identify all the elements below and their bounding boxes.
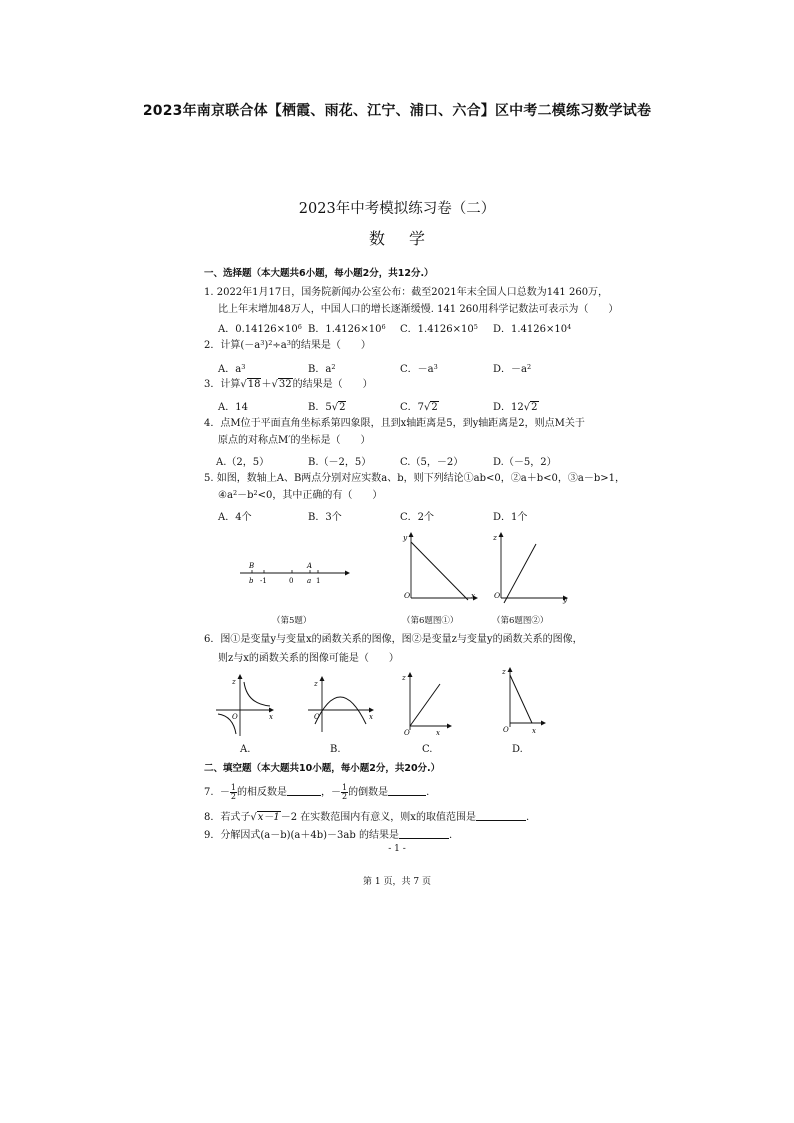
option-c-origin-label: O bbox=[404, 729, 410, 737]
tick-zero-label: 0 bbox=[289, 577, 294, 585]
caption-question-5: （第5题） bbox=[272, 616, 312, 626]
caption-figure-6-1: （第6题图①） bbox=[402, 616, 459, 626]
q3-option-b: B．5√2 bbox=[308, 402, 346, 413]
q5-line2: $④a^2-b^2<0$，其中正确的有（ ） bbox=[218, 489, 383, 501]
q5-option-b: B．3个 bbox=[308, 512, 342, 523]
q5-line1: 5. 如图，数轴上A、B两点分别对应实数a、b，则下列结论①ab<0，②a＋b<0，③a－b>1， bbox=[204, 473, 625, 484]
option-d-x-label: x bbox=[532, 727, 536, 735]
number-line-figure bbox=[230, 555, 355, 590]
a-value-label: a bbox=[307, 577, 312, 585]
q1-option-c: C．$1.4126\times 10^5$ bbox=[400, 323, 478, 335]
fig1-x-label: x bbox=[471, 591, 476, 600]
fig2-z-label: z bbox=[493, 533, 497, 542]
section-2-heading: 二、填空题（本大题共10小题，每小题2分，共20分.） bbox=[204, 763, 441, 774]
q3-option-c: C．7√2 bbox=[400, 402, 438, 413]
exam-title: 2023年中考模拟练习卷（二） bbox=[298, 201, 496, 217]
q4-option-d: D.（－5，2） bbox=[493, 457, 557, 468]
q6-line1: 6．图①是变量y与变量x的函数关系的图像，图②是变量z与变量y的函数关系的图像， bbox=[204, 634, 583, 645]
q6-option-b-label: B. bbox=[330, 744, 341, 755]
section-1-heading: 一、选择题（本大题共6小题，每小题2分，共12分.） bbox=[204, 268, 434, 279]
q6-option-c-label: C. bbox=[422, 744, 433, 755]
option-c-z-label: z bbox=[402, 674, 406, 682]
q2-option-b: B．$a^2$ bbox=[308, 363, 336, 375]
point-a-label: A bbox=[307, 562, 313, 570]
subject-title: 数学 bbox=[368, 229, 449, 248]
q8-stem: 8．若式子√x－1－2 在实数范围内有意义，则x的取值范围是 . bbox=[204, 812, 530, 823]
fig2-origin-label: O bbox=[494, 591, 501, 600]
page-footer: 第 1 页，共 7 页 bbox=[363, 877, 431, 887]
option-b-z-label: z bbox=[314, 680, 318, 688]
q4-line1: 4．点M位于平面直角坐标系第四象限，且到x轴距离是5，到y轴距离是2，则点M关于 bbox=[204, 418, 585, 429]
q9-stem: 9．分解因式(a－b)(a＋4b)－3ab 的结果是 . bbox=[204, 830, 453, 841]
tick-one-label: 1 bbox=[316, 577, 321, 585]
fig2-y-label: y bbox=[563, 595, 568, 604]
tick-minus-one-label: -1 bbox=[260, 577, 267, 585]
q2-options bbox=[218, 360, 618, 374]
option-b-origin-label: O bbox=[314, 713, 320, 721]
q6-option-a-graph bbox=[210, 672, 280, 740]
q4-options bbox=[216, 453, 616, 467]
document-title: 2023年南京联合体【栖霞、雨花、江宁、浦口、六合】区中考二模练习数学试卷 bbox=[142, 103, 652, 119]
q1-line1: 1. 2022年1月17日，国务院新闻办公室公布：截至2021年末全国人口总数为141 260万， bbox=[204, 287, 609, 298]
q3-options bbox=[218, 398, 618, 412]
q2-stem: 2．计算$(-a^3)^2\div a^3$的结果是（ ） bbox=[204, 339, 371, 351]
option-c-x-label: x bbox=[436, 729, 440, 737]
caption-figure-6-2: （第6题图②） bbox=[492, 616, 549, 626]
q5-option-a: A．4个 bbox=[218, 512, 252, 523]
q3-option-d: D．12√2 bbox=[493, 402, 538, 413]
fig1-origin-label: O bbox=[404, 591, 411, 600]
page-number: - 1 - bbox=[388, 844, 406, 854]
q6-option-a-label: A. bbox=[240, 744, 251, 755]
option-d-z-label: z bbox=[502, 668, 506, 676]
q6-option-d-graph bbox=[498, 663, 558, 740]
b-value-label: b bbox=[249, 577, 254, 585]
option-a-z-label: z bbox=[232, 678, 236, 686]
q6-option-d-label: D. bbox=[512, 744, 523, 755]
q4-option-b: B.（－2，5） bbox=[308, 457, 372, 468]
q4-option-c: C.（5，－2） bbox=[400, 457, 464, 468]
q6-option-b-graph bbox=[300, 672, 380, 740]
option-a-origin-label: O bbox=[232, 713, 238, 721]
point-b-label: B bbox=[249, 562, 255, 570]
q4-option-a: A.（2，5） bbox=[216, 457, 270, 468]
q6-option-c-graph bbox=[398, 668, 458, 740]
q5-options bbox=[218, 508, 618, 522]
q5-option-c: C．2个 bbox=[400, 512, 435, 523]
q3-option-a: A．14 bbox=[218, 402, 248, 413]
q2-option-c: C．$-a^3$ bbox=[400, 363, 438, 375]
q1-line2: 比上年末增加48万人，中国人口的增长逐渐缓慢. 141 260用科学记数法可表示为（ ） bbox=[218, 304, 619, 315]
option-d-origin-label: O bbox=[503, 726, 509, 734]
q1-option-d: D．$1.4126\times 10^4$ bbox=[493, 323, 572, 335]
q1-options bbox=[218, 320, 618, 334]
q3-stem: 3．计算√18＋√32的结果是（ ） bbox=[204, 379, 373, 390]
q1-option-a: A．$0.14126\times 10^6$ bbox=[218, 323, 302, 335]
q7-stem: 7. － $\frac{1}{2}$ 的相反数是 ，－ $\frac{1}{2}$ 的倒数是 . bbox=[204, 783, 430, 801]
q4-line2: 原点的对称点M′的坐标是（ ） bbox=[218, 435, 371, 446]
option-b-x-label: x bbox=[369, 713, 373, 721]
figure-6-2 bbox=[486, 530, 571, 605]
fig1-y-label: y bbox=[403, 533, 408, 542]
q6-line2: 则z与x的函数关系的图像可能是（ ） bbox=[218, 653, 399, 664]
q2-option-d: D．$-a^2$ bbox=[493, 363, 532, 375]
q5-option-d: D．1个 bbox=[493, 512, 528, 523]
q1-option-b: B．$1.4126\times 10^6$ bbox=[308, 323, 386, 335]
q2-option-a: A．$a^3$ bbox=[218, 363, 246, 375]
figure-6-1 bbox=[396, 530, 481, 605]
option-a-x-label: x bbox=[269, 713, 273, 721]
